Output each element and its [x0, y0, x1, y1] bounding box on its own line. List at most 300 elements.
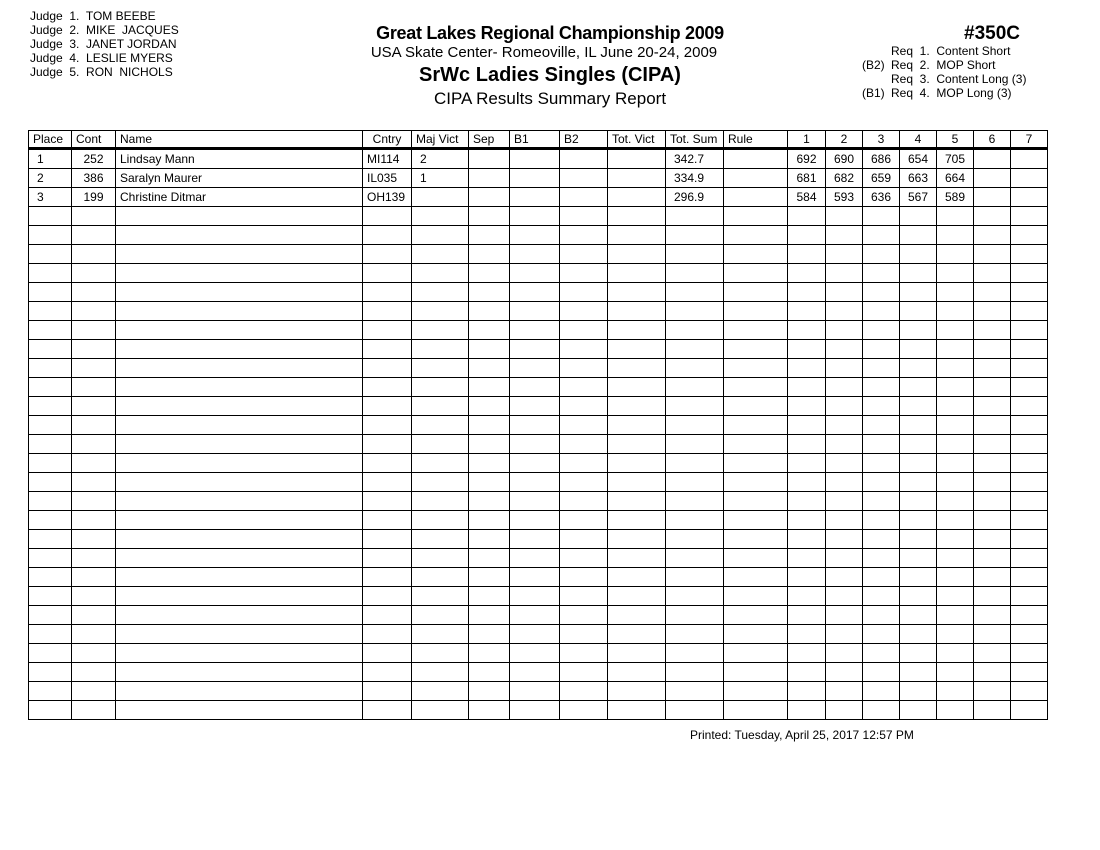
- col-header-judge-7: 7: [1011, 131, 1048, 149]
- empty-cell: [363, 587, 412, 606]
- empty-cell: [510, 587, 560, 606]
- empty-cell: [666, 207, 724, 226]
- empty-cell: [788, 207, 826, 226]
- judge-4-score: 663: [900, 169, 937, 188]
- empty-cell: [363, 359, 412, 378]
- col-header-judge-5: 5: [937, 131, 974, 149]
- empty-cell: [608, 397, 666, 416]
- empty-cell: [937, 511, 974, 530]
- empty-cell: [666, 264, 724, 283]
- empty-cell: [974, 568, 1011, 587]
- empty-cell: [469, 378, 510, 397]
- judge-5-score: 664: [937, 169, 974, 188]
- judge-line: [30, 9, 179, 23]
- empty-cell: [1011, 416, 1048, 435]
- empty-cell: [363, 492, 412, 511]
- req-name: Content Long (3): [936, 72, 1027, 86]
- empty-cell: [72, 625, 116, 644]
- judge-4-score: 567: [900, 188, 937, 207]
- empty-cell: [788, 245, 826, 264]
- name-cell: Christine Ditmar: [116, 188, 363, 207]
- empty-cell: [608, 340, 666, 359]
- empty-cell: [826, 397, 863, 416]
- empty-cell: [72, 207, 116, 226]
- empty-cell: [363, 549, 412, 568]
- empty-cell: [666, 283, 724, 302]
- col-header-judge-1: 1: [788, 131, 826, 149]
- empty-cell: [510, 663, 560, 682]
- judge-6-score: [974, 188, 1011, 207]
- empty-cell: [900, 530, 937, 549]
- empty-cell: [937, 682, 974, 701]
- empty-cell: [608, 435, 666, 454]
- empty-cell: [863, 625, 900, 644]
- empty-cell: [826, 416, 863, 435]
- event-name: SrWc Ladies Singles (CIPA): [419, 64, 681, 86]
- empty-cell: [826, 283, 863, 302]
- empty-cell: [937, 663, 974, 682]
- empty-cell: [974, 283, 1011, 302]
- empty-cell: [560, 454, 608, 473]
- empty-cell: [510, 568, 560, 587]
- name-cell: Saralyn Maurer: [116, 169, 363, 188]
- empty-cell: [608, 226, 666, 245]
- empty-cell: [900, 492, 937, 511]
- judge-line: [30, 23, 179, 37]
- empty-cell: [412, 568, 469, 587]
- empty-cell: [72, 416, 116, 435]
- empty-cell: [666, 245, 724, 264]
- empty-cell: [469, 454, 510, 473]
- table-row: [29, 149, 1048, 169]
- empty-cell: [469, 207, 510, 226]
- empty-cell: [560, 587, 608, 606]
- empty-cell: [116, 473, 363, 492]
- empty-cell: [116, 359, 363, 378]
- empty-cell: [1011, 359, 1048, 378]
- empty-cell: [863, 606, 900, 625]
- empty-cell: [510, 606, 560, 625]
- col-header-maj-vict: Maj Vict: [412, 131, 469, 149]
- empty-cell: [863, 340, 900, 359]
- empty-cell: [412, 663, 469, 682]
- empty-cell: [863, 701, 900, 720]
- empty-cell: [863, 492, 900, 511]
- tot-sum-cell: 342.7: [666, 149, 724, 169]
- judge-name: TOM BEEBE: [85, 9, 156, 23]
- empty-cell: [608, 625, 666, 644]
- empty-cell: [72, 568, 116, 587]
- empty-cell: [116, 587, 363, 606]
- empty-cell: [412, 207, 469, 226]
- empty-cell: [1011, 492, 1048, 511]
- empty-cell: [363, 530, 412, 549]
- empty-cell: [1011, 245, 1048, 264]
- empty-cell: [937, 492, 974, 511]
- empty-cell: [1011, 340, 1048, 359]
- empty-table-row: [29, 473, 1048, 492]
- empty-cell: [608, 283, 666, 302]
- empty-cell: [116, 378, 363, 397]
- event-number: #350C: [964, 23, 1020, 44]
- empty-cell: [412, 625, 469, 644]
- empty-cell: [608, 321, 666, 340]
- empty-cell: [863, 207, 900, 226]
- empty-cell: [560, 283, 608, 302]
- empty-cell: [937, 435, 974, 454]
- req-prefix: (B2): [862, 58, 885, 72]
- empty-cell: [937, 701, 974, 720]
- empty-cell: [666, 492, 724, 511]
- empty-cell: [412, 264, 469, 283]
- empty-cell: [724, 625, 788, 644]
- empty-cell: [363, 644, 412, 663]
- b1-cell: [510, 188, 560, 207]
- empty-cell: [72, 606, 116, 625]
- b2-cell: [560, 169, 608, 188]
- empty-cell: [72, 511, 116, 530]
- empty-cell: [469, 549, 510, 568]
- empty-cell: [724, 549, 788, 568]
- judge-6-score: [974, 169, 1011, 188]
- empty-cell: [900, 511, 937, 530]
- empty-cell: [788, 416, 826, 435]
- empty-cell: [666, 587, 724, 606]
- empty-cell: [72, 682, 116, 701]
- empty-cell: [724, 416, 788, 435]
- empty-cell: [666, 511, 724, 530]
- req-label: Req 4.: [891, 86, 930, 100]
- judges-list: [30, 9, 179, 79]
- empty-cell: [608, 606, 666, 625]
- empty-cell: [29, 625, 72, 644]
- empty-cell: [510, 283, 560, 302]
- empty-cell: [826, 549, 863, 568]
- empty-cell: [560, 568, 608, 587]
- empty-cell: [863, 644, 900, 663]
- judge-label: Judge 4.: [30, 51, 80, 65]
- empty-cell: [469, 473, 510, 492]
- empty-cell: [937, 549, 974, 568]
- req-label: Req 2.: [891, 58, 930, 72]
- empty-table-row: [29, 321, 1048, 340]
- empty-cell: [826, 530, 863, 549]
- empty-cell: [900, 606, 937, 625]
- empty-cell: [116, 264, 363, 283]
- empty-cell: [937, 283, 974, 302]
- empty-cell: [412, 226, 469, 245]
- empty-cell: [724, 473, 788, 492]
- empty-cell: [560, 207, 608, 226]
- empty-cell: [363, 663, 412, 682]
- empty-table-row: [29, 207, 1048, 226]
- empty-cell: [608, 530, 666, 549]
- empty-cell: [1011, 625, 1048, 644]
- judge-line: [30, 37, 179, 51]
- empty-cell: [900, 663, 937, 682]
- empty-cell: [974, 302, 1011, 321]
- empty-cell: [974, 511, 1011, 530]
- empty-cell: [974, 321, 1011, 340]
- empty-cell: [974, 435, 1011, 454]
- empty-cell: [788, 302, 826, 321]
- empty-table-row: [29, 606, 1048, 625]
- cntry-cell: MI114: [363, 149, 412, 169]
- empty-cell: [29, 511, 72, 530]
- empty-cell: [29, 473, 72, 492]
- empty-cell: [724, 207, 788, 226]
- empty-cell: [560, 397, 608, 416]
- empty-cell: [560, 321, 608, 340]
- empty-cell: [900, 283, 937, 302]
- empty-table-row: [29, 283, 1048, 302]
- printed-timestamp: Printed: Tuesday, April 25, 2017 12:57 PM: [690, 728, 914, 742]
- empty-cell: [510, 435, 560, 454]
- empty-cell: [510, 340, 560, 359]
- empty-cell: [116, 549, 363, 568]
- empty-cell: [29, 340, 72, 359]
- empty-cell: [974, 492, 1011, 511]
- empty-cell: [666, 302, 724, 321]
- header-row: [29, 131, 1048, 149]
- empty-cell: [937, 454, 974, 473]
- empty-cell: [974, 530, 1011, 549]
- empty-cell: [826, 511, 863, 530]
- empty-cell: [1011, 568, 1048, 587]
- empty-cell: [412, 530, 469, 549]
- empty-cell: [363, 511, 412, 530]
- empty-cell: [974, 340, 1011, 359]
- empty-cell: [724, 492, 788, 511]
- requirement-line: [862, 44, 1026, 58]
- empty-cell: [29, 663, 72, 682]
- empty-cell: [560, 549, 608, 568]
- empty-cell: [29, 359, 72, 378]
- empty-cell: [116, 302, 363, 321]
- empty-cell: [937, 568, 974, 587]
- empty-cell: [72, 226, 116, 245]
- empty-cell: [412, 511, 469, 530]
- empty-cell: [937, 416, 974, 435]
- empty-table-row: [29, 302, 1048, 321]
- empty-cell: [724, 340, 788, 359]
- col-header-judge-6: 6: [974, 131, 1011, 149]
- empty-cell: [937, 378, 974, 397]
- empty-cell: [412, 682, 469, 701]
- empty-cell: [974, 226, 1011, 245]
- empty-cell: [116, 226, 363, 245]
- req-name: Content Short: [936, 44, 1011, 58]
- empty-cell: [363, 302, 412, 321]
- empty-cell: [974, 473, 1011, 492]
- judge-7-score: [1011, 149, 1048, 169]
- empty-cell: [510, 207, 560, 226]
- empty-cell: [863, 283, 900, 302]
- judge-7-score: [1011, 188, 1048, 207]
- empty-cell: [826, 644, 863, 663]
- empty-cell: [116, 682, 363, 701]
- req-prefix: (B1): [862, 86, 885, 100]
- empty-cell: [900, 549, 937, 568]
- empty-cell: [937, 340, 974, 359]
- judge-label: Judge 1.: [30, 9, 80, 23]
- tot-vict-cell: [608, 169, 666, 188]
- empty-cell: [900, 473, 937, 492]
- empty-cell: [469, 359, 510, 378]
- col-header-b1: B1: [510, 131, 560, 149]
- empty-cell: [116, 435, 363, 454]
- empty-cell: [900, 302, 937, 321]
- empty-cell: [560, 492, 608, 511]
- empty-cell: [863, 245, 900, 264]
- col-header-tot-sum: Tot. Sum: [666, 131, 724, 149]
- empty-cell: [666, 321, 724, 340]
- empty-cell: [510, 359, 560, 378]
- empty-cell: [788, 530, 826, 549]
- cntry-cell: OH139: [363, 188, 412, 207]
- empty-cell: [666, 340, 724, 359]
- empty-cell: [469, 663, 510, 682]
- empty-cell: [116, 511, 363, 530]
- empty-cell: [666, 435, 724, 454]
- req-label: Req 3.: [891, 72, 930, 86]
- empty-cell: [826, 625, 863, 644]
- empty-cell: [560, 378, 608, 397]
- empty-cell: [788, 378, 826, 397]
- empty-cell: [724, 264, 788, 283]
- empty-table-row: [29, 416, 1048, 435]
- empty-cell: [826, 492, 863, 511]
- empty-cell: [363, 473, 412, 492]
- empty-cell: [116, 321, 363, 340]
- empty-cell: [788, 492, 826, 511]
- empty-cell: [29, 549, 72, 568]
- col-header-place: Place: [29, 131, 72, 149]
- empty-cell: [510, 511, 560, 530]
- empty-cell: [116, 416, 363, 435]
- tot-sum-cell: 334.9: [666, 169, 724, 188]
- empty-cell: [974, 359, 1011, 378]
- empty-cell: [974, 378, 1011, 397]
- empty-cell: [863, 416, 900, 435]
- empty-cell: [666, 644, 724, 663]
- empty-cell: [560, 682, 608, 701]
- judge-2-score: 682: [826, 169, 863, 188]
- empty-cell: [29, 378, 72, 397]
- requirement-line: [862, 86, 1026, 100]
- empty-cell: [900, 340, 937, 359]
- empty-cell: [666, 397, 724, 416]
- empty-cell: [974, 682, 1011, 701]
- empty-cell: [510, 530, 560, 549]
- empty-cell: [724, 454, 788, 473]
- empty-cell: [116, 245, 363, 264]
- empty-cell: [29, 701, 72, 720]
- empty-cell: [510, 302, 560, 321]
- empty-cell: [116, 492, 363, 511]
- empty-cell: [788, 549, 826, 568]
- empty-table-row: [29, 359, 1048, 378]
- empty-cell: [116, 606, 363, 625]
- empty-cell: [974, 644, 1011, 663]
- place-cell: 3: [29, 188, 72, 207]
- judge-line: [30, 65, 179, 79]
- empty-cell: [974, 264, 1011, 283]
- empty-cell: [560, 264, 608, 283]
- empty-cell: [724, 435, 788, 454]
- empty-cell: [608, 302, 666, 321]
- empty-cell: [412, 302, 469, 321]
- empty-cell: [826, 701, 863, 720]
- empty-cell: [974, 245, 1011, 264]
- empty-cell: [666, 226, 724, 245]
- empty-cell: [1011, 701, 1048, 720]
- empty-cell: [863, 359, 900, 378]
- empty-cell: [724, 644, 788, 663]
- empty-cell: [72, 378, 116, 397]
- empty-cell: [608, 207, 666, 226]
- empty-cell: [510, 397, 560, 416]
- empty-cell: [608, 568, 666, 587]
- empty-cell: [788, 606, 826, 625]
- empty-cell: [826, 568, 863, 587]
- empty-cell: [1011, 682, 1048, 701]
- empty-cell: [29, 682, 72, 701]
- empty-cell: [974, 701, 1011, 720]
- empty-cell: [608, 682, 666, 701]
- empty-cell: [72, 321, 116, 340]
- empty-cell: [510, 321, 560, 340]
- empty-cell: [412, 245, 469, 264]
- empty-cell: [826, 682, 863, 701]
- empty-cell: [412, 283, 469, 302]
- empty-cell: [1011, 397, 1048, 416]
- empty-cell: [863, 530, 900, 549]
- judge-line: [30, 51, 179, 65]
- empty-cell: [974, 625, 1011, 644]
- empty-cell: [863, 587, 900, 606]
- empty-cell: [937, 302, 974, 321]
- tot-vict-cell: [608, 149, 666, 169]
- empty-cell: [29, 397, 72, 416]
- empty-table-row: [29, 625, 1048, 644]
- empty-cell: [788, 226, 826, 245]
- empty-cell: [1011, 530, 1048, 549]
- empty-cell: [469, 606, 510, 625]
- empty-cell: [724, 568, 788, 587]
- empty-table-row: [29, 530, 1048, 549]
- empty-cell: [666, 625, 724, 644]
- empty-cell: [560, 435, 608, 454]
- empty-cell: [412, 340, 469, 359]
- empty-cell: [608, 416, 666, 435]
- empty-cell: [900, 321, 937, 340]
- empty-table-row: [29, 682, 1048, 701]
- venue-dates: USA Skate Center- Romeoville, IL June 20-24, 2009: [370, 44, 718, 61]
- empty-cell: [72, 340, 116, 359]
- judge-6-score: [974, 149, 1011, 169]
- sep-cell: [469, 188, 510, 207]
- empty-cell: [510, 226, 560, 245]
- rule-cell: [724, 169, 788, 188]
- empty-table-row: [29, 435, 1048, 454]
- empty-cell: [863, 549, 900, 568]
- empty-cell: [666, 663, 724, 682]
- empty-cell: [560, 473, 608, 492]
- empty-table-row: [29, 644, 1048, 663]
- empty-cell: [608, 644, 666, 663]
- maj-vict-cell: [412, 188, 469, 207]
